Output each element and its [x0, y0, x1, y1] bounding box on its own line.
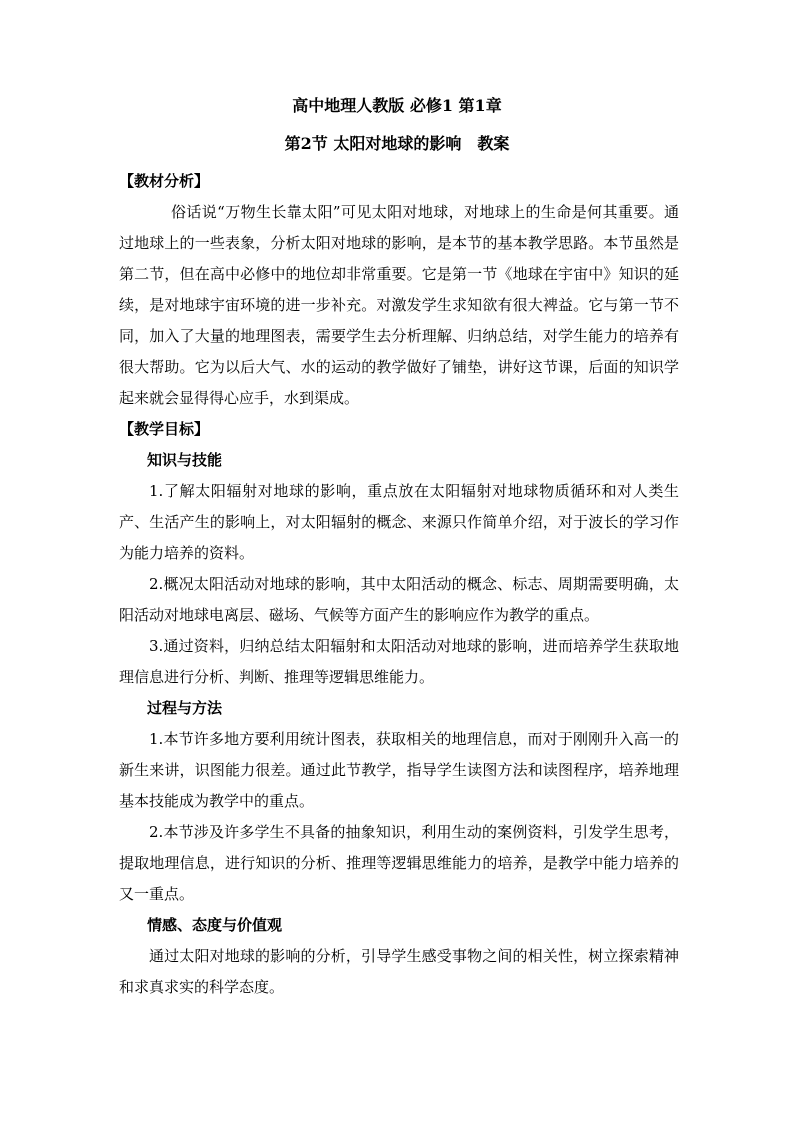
subheading-process: 过程与方法 — [147, 699, 223, 717]
analysis-paragraph: 俗话说“万物生长靠太阳”可见太阳对地球，对地球上的生命是何其重要。通过地球上的一些表象，分析太阳对地球的影响，是本节的基本教学思路。本节虽然是第二节，但在高中必修中的地位却非常重要。它是第一节《地球在宇宙中》知识的延续，是对地球宇宙环境的进一步补充。对激发学生求知欲有很大裨益。它与第一节不同，加入了大量的地理图表，需要学生去分析理解、归纳总结，对学生能力的培养有很大帮助。它为以后大气、水的运动的教学做好了铺垫，讲好这节课，后面的知识学起来就会显得得心应手，水到渠成。 — [119, 203, 679, 407]
document-body — [119, 166, 679, 1003]
process-item: 2.本节涉及许多学生不具备的抽象知识，利用生动的案例资料，引发学生思考，提取地理信息，进行知识的分析、推理等逻辑思维能力的培养，是教学中能力培养的又一重点。 — [119, 823, 679, 903]
section-heading-analysis: 【教材分析】 — [119, 172, 210, 190]
subheading-values: 情感、态度与价值观 — [147, 916, 283, 934]
subheading-knowledge: 知识与技能 — [147, 451, 223, 469]
knowledge-item: 1.了解太阳辐射对地球的影响，重点放在太阳辐射对地球物质循环和对人类生产、生活产生的影响上，对太阳辐射的概念、来源只作简单介绍，对于波长的学习作为能力培养的资料。 — [119, 482, 679, 562]
knowledge-item: 3.通过资料，归纳总结太阳辐射和太阳活动对地球的影响，进而培养学生获取地理信息进行分析、判断、推理等逻辑思维能力。 — [119, 637, 679, 686]
document-title: 高中地理人教版 必修1 第1章 — [292, 96, 502, 115]
section-heading-objectives: 【教学目标】 — [119, 420, 210, 438]
process-item: 1.本节许多地方要利用统计图表，获取相关的地理信息，而对于刚刚升入高一的新生来讲，识图能力很差。通过此节教学，指导学生读图方法和读图程序，培养地理基本技能成为教学中的重点。 — [119, 730, 679, 810]
values-paragraph: 通过太阳对地球的影响的分析，引导学生感受事物之间的相关性，树立探索精神和求真求实的科学态度。 — [119, 947, 679, 996]
lesson-title: 第2节 太阳对地球的影响 教案 — [284, 134, 510, 153]
knowledge-item: 2.概况太阳活动对地球的影响，其中太阳活动的概念、标志、周期需要明确，太阳活动对地球电离层、磁场、气候等方面产生的影响应作为教学的重点。 — [119, 575, 679, 624]
